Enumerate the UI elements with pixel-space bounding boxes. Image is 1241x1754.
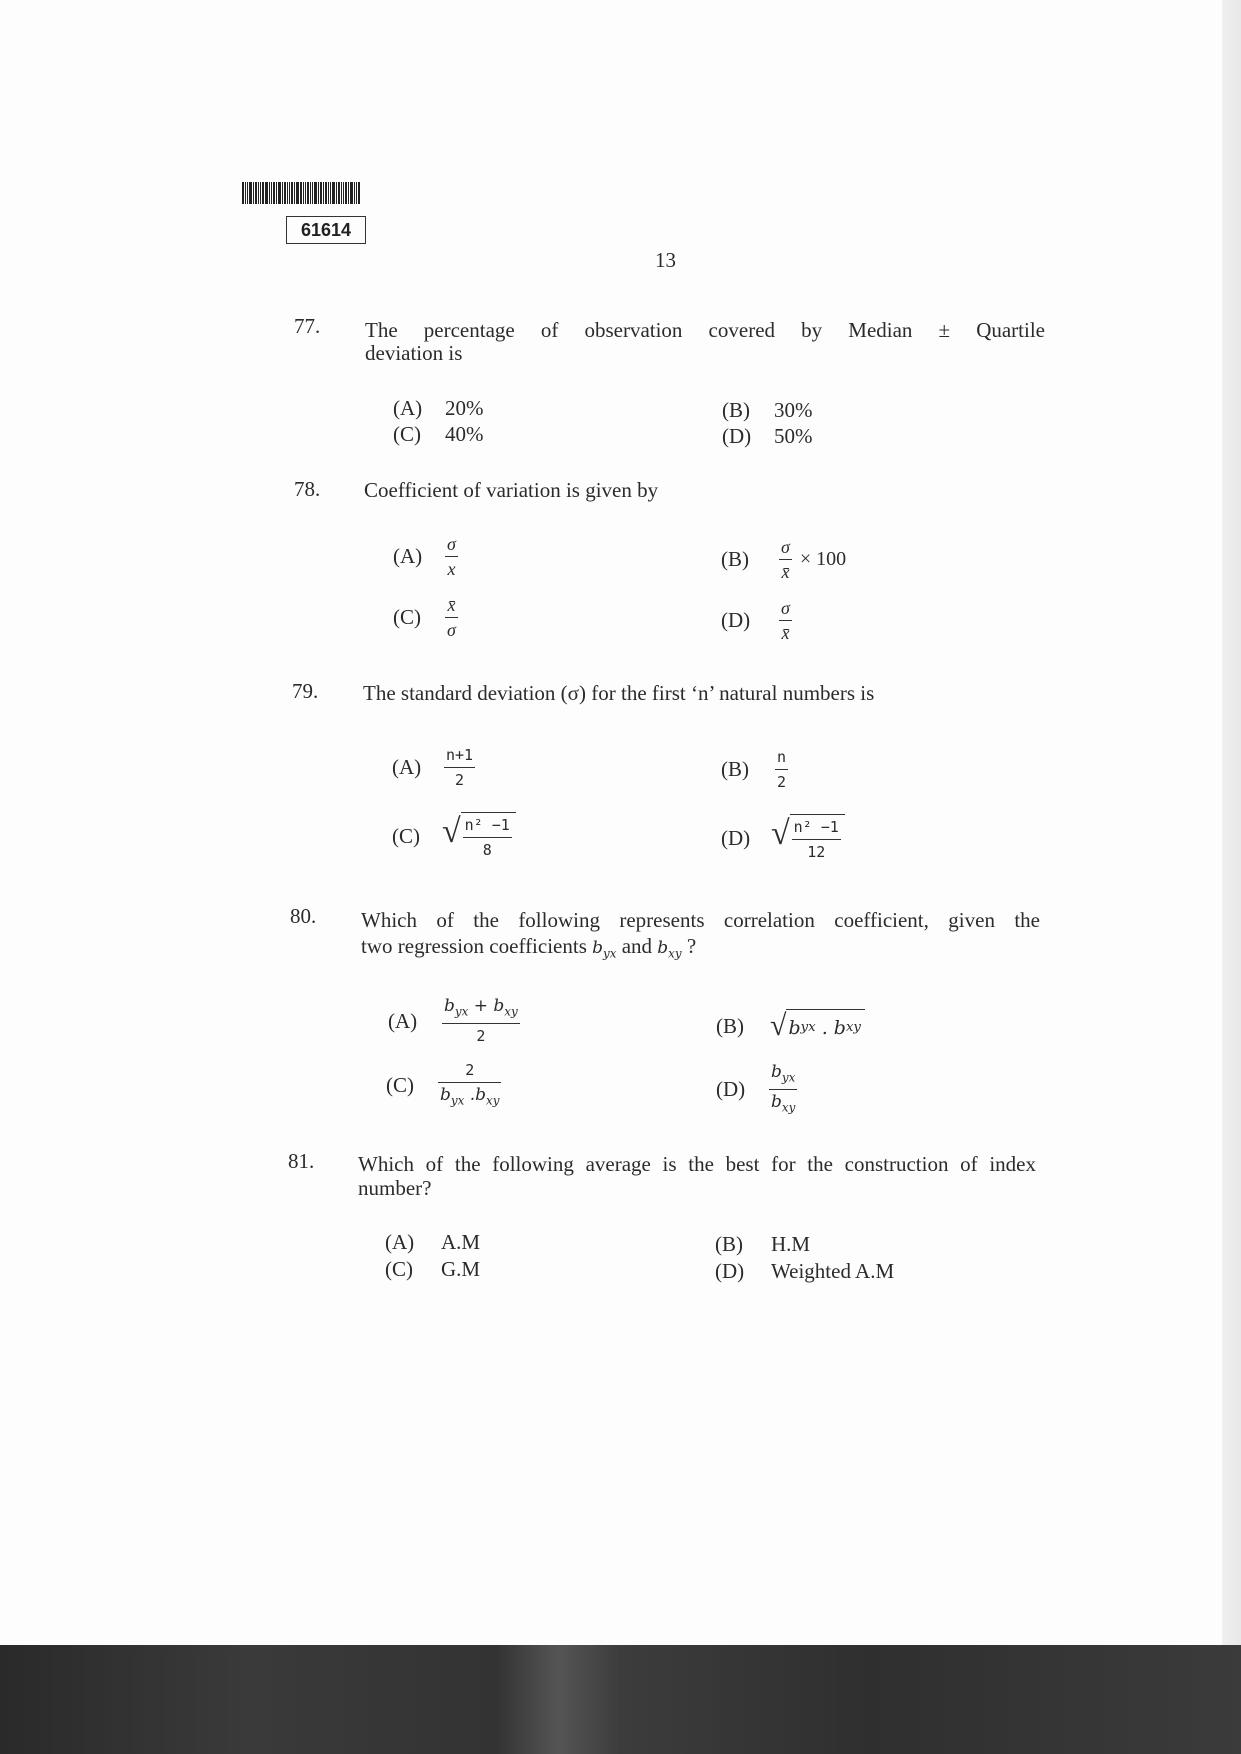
option-a <box>388 996 520 1046</box>
fraction: $\frac{\sigma}{x}$ <box>447 534 456 579</box>
option-a <box>385 1230 480 1255</box>
question-number: 80. <box>290 904 317 928</box>
option-label: (C) <box>385 1257 413 1281</box>
option-d <box>721 598 792 643</box>
page-number: 13 <box>655 248 676 272</box>
option-c <box>393 422 484 447</box>
barcode <box>242 182 374 204</box>
option-label: (B) <box>721 757 749 781</box>
option-value: H.M <box>771 1232 811 1256</box>
fraction: $\frac{\text{n² −1}}{8}$ <box>464 816 510 859</box>
fraction: $\frac{n+1}{2}$ <box>446 746 474 789</box>
option-d <box>716 1062 797 1118</box>
option-value: 50% <box>774 424 813 448</box>
question-number: 78. <box>294 477 321 501</box>
option-label: (B) <box>715 1232 743 1256</box>
option-label: (A) <box>385 1230 415 1254</box>
question-text: two regression coefficients $b_{yx}$ and $b_{xy}$ ? <box>361 934 697 961</box>
option-d <box>721 814 845 862</box>
question-text: deviation is <box>365 341 463 365</box>
option-label: (D) <box>721 608 751 632</box>
question-text: Which of the following average is the best for the construction of index <box>358 1152 1036 1176</box>
option-value: Weighted A.M <box>771 1259 895 1283</box>
square-root: √ $\frac{\text{n² −1}}{12}$ <box>771 814 845 862</box>
fraction: $\frac{b_{yx} + b_{xy}}{2}$ <box>444 996 518 1046</box>
option-label: (B) <box>722 398 750 422</box>
option-label: (A) <box>393 396 423 420</box>
square-root: √ b yx . b xy <box>770 1009 865 1043</box>
option-label: (D) <box>721 825 751 850</box>
option-label: (A) <box>393 544 423 568</box>
option-d <box>722 424 813 449</box>
option-d <box>715 1259 894 1284</box>
option-b <box>722 398 813 423</box>
option-c <box>386 1060 501 1110</box>
option-b <box>721 537 846 582</box>
option-b <box>721 747 788 792</box>
option-multiplier: × 100 <box>799 548 847 570</box>
fraction: $\frac{b_{yx}}{b_{xy}}$ <box>771 1062 796 1115</box>
option-label: (B) <box>721 547 749 571</box>
option-label: (A) <box>388 1008 418 1033</box>
option-label: (C) <box>393 422 421 446</box>
option-a <box>393 534 458 579</box>
option-b <box>716 1009 865 1043</box>
option-value: A.M <box>441 1230 481 1254</box>
square-root: √ $\frac{\text{n² −1}}{8}$ <box>442 812 516 860</box>
question-text: The percentage of observation covered by Median ± Quartile <box>365 318 1045 342</box>
question-text: Which of the following represents correlation coefficient, given the <box>361 908 1040 932</box>
question-number: 81. <box>288 1149 315 1173</box>
question-text: number? <box>358 1176 432 1200</box>
option-c <box>393 595 458 640</box>
option-label: (C) <box>386 1072 414 1097</box>
option-label: (D) <box>715 1259 745 1283</box>
fraction: $\frac{\text{n² −1}}{12}$ <box>793 818 839 861</box>
page-edge <box>1222 0 1241 1645</box>
paper-code: 61614 <box>286 216 366 244</box>
option-label: (D) <box>716 1077 746 1102</box>
fraction: $\frac{n}{2}$ <box>777 748 787 791</box>
option-value: 40% <box>445 422 484 446</box>
option-label: (A) <box>392 755 422 779</box>
question-number: 79. <box>292 679 319 703</box>
question-number: 77. <box>294 314 321 338</box>
option-value: 30% <box>774 398 813 422</box>
fraction: $\frac{x̄}{\sigma}$ <box>447 595 456 640</box>
option-a <box>392 745 475 790</box>
question-text: The standard deviation (σ) for the first ‘n’ natural numbers is <box>363 681 875 705</box>
option-value: 20% <box>445 396 484 420</box>
option-c <box>392 812 516 860</box>
option-label: (C) <box>393 605 421 629</box>
option-a <box>393 396 484 421</box>
option-c <box>385 1257 480 1282</box>
option-label: (D) <box>722 424 752 448</box>
fraction: $\frac{\sigma}{x̄}$ <box>781 598 790 643</box>
option-label: (C) <box>392 823 420 848</box>
question-text: Coefficient of variation is given by <box>364 478 659 502</box>
fraction: $\frac{2}{b_{yx} .b_{xy}}$ <box>440 1061 500 1108</box>
option-value: G.M <box>441 1257 481 1281</box>
option-label: (B) <box>716 1013 744 1038</box>
option-b <box>715 1232 810 1257</box>
fraction: $\frac{\sigma}{x̄}$ <box>781 537 790 582</box>
scanner-background <box>0 1645 1241 1754</box>
